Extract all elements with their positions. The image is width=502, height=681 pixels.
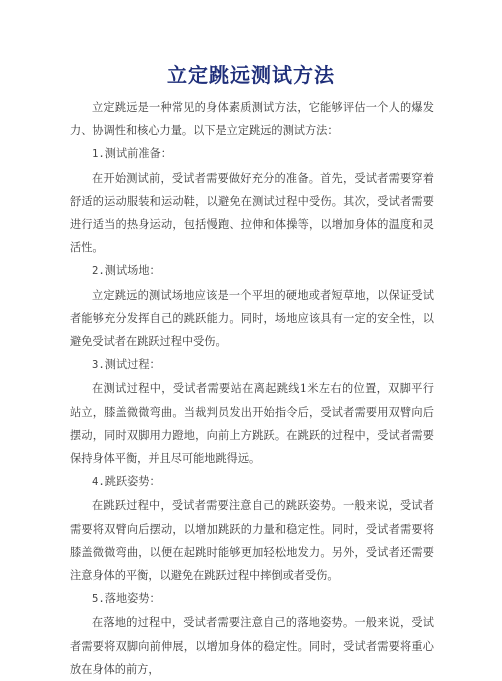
intro-paragraph: 立定跳远是一种常见的身体素质测试方法，它能够评估一个人的爆发力、协调性和核心力量。以下是立定跳远的测试方法：	[70, 101, 434, 138]
section-heading-text: 落地姿势：	[104, 592, 161, 606]
document-body	[70, 96, 434, 681]
section-number: 2.	[92, 265, 105, 278]
section-number: 5.	[92, 593, 105, 606]
section-number: 1.	[92, 148, 105, 161]
section-heading-4	[70, 470, 434, 494]
section-heading-5	[70, 587, 434, 611]
page-title: 立定跳远测试方法	[167, 63, 335, 87]
section-body-5: 在落地的过程中，受试者需要注意自己的落地姿势。一般来说，受试者需要将双脚向前伸展，以增加身体的稳定性。同时，受试者需要将重心放在身体的前方，	[70, 616, 434, 676]
section-body-4: 在跳跃过程中，受试者需要注意自己的跳跃姿势。一般来说，受试者需要将双臂向后摆动，以增加跳跃的力量和稳定性。同时，受试者需要将膝盖微微弯曲，以便在起跳时能够更加轻松地发力。另外，受试者还需要注意身体的平衡，以避免在跳跃过程中摔倒或者受伤。	[70, 499, 434, 583]
section-heading-text: 测试过程：	[104, 358, 161, 372]
section-heading-2	[70, 259, 434, 283]
section-heading-text: 测试前准备：	[104, 147, 172, 161]
section-heading-text: 跳跃姿势：	[104, 475, 161, 489]
section-body-3: 在测试过程中，受试者需要站在离起跳线1米左右的位置，双脚平行站立，膝盖微微弯曲。当裁判员发出开始指令后，受试者需要用双臂向后摆动，同时双脚用力蹬地，向前上方跳跃。在跳跃的过程中，受试者需要保持身体平衡，并且尽可能地跳得远。	[70, 382, 434, 466]
section-body-1: 在开始测试前，受试者需要做好充分的准备。首先，受试者需要穿着舒适的运动服装和运动鞋，以避免在测试过程中受伤。其次，受试者需要进行适当的热身运动，包括慢跑、拉伸和体操等，以增加身体的温度和灵活性。	[70, 171, 434, 255]
section-body-2: 立定跳远的测试场地应该是一个平坦的硬地或者短草地，以保证受试者能够充分发挥自己的跳跃能力。同时，场地应该具有一定的安全性，以避免受试者在跳跃过程中受伤。	[70, 288, 434, 349]
section-heading-3	[70, 353, 434, 377]
section-number: 4.	[92, 476, 105, 489]
section-number: 3.	[92, 359, 105, 372]
section-heading-1	[70, 142, 434, 166]
section-heading-text: 测试场地：	[104, 264, 161, 278]
